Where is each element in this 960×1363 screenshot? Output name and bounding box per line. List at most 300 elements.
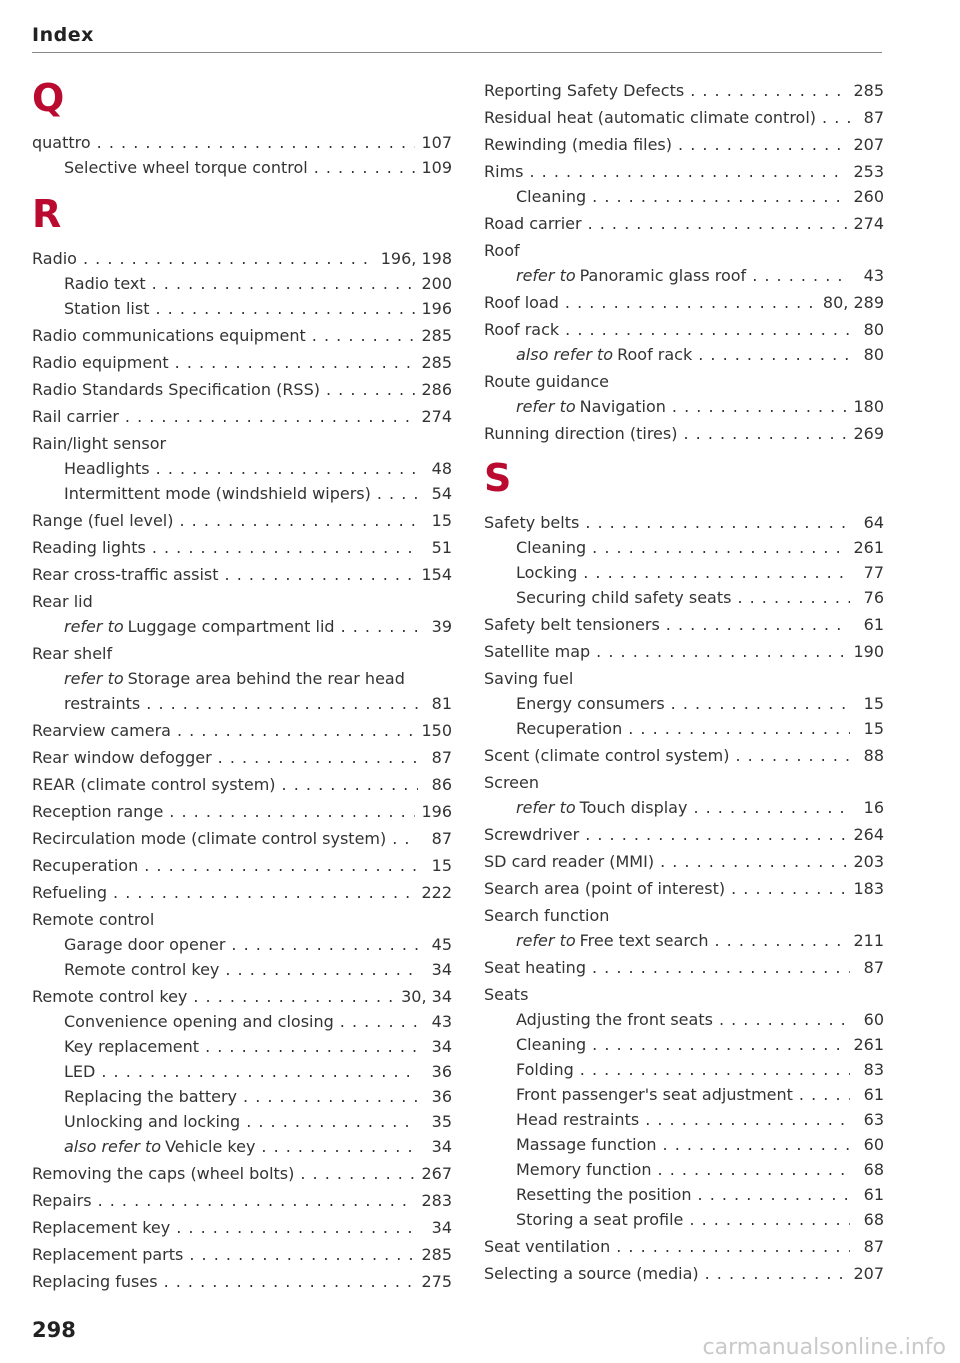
entry-text: Radio equipment	[32, 353, 169, 372]
entry-page: 15	[431, 856, 452, 875]
index-entry	[484, 876, 884, 901]
entry-page: 275	[421, 1272, 452, 1291]
entry-page: 80	[863, 320, 884, 339]
leader-dots	[101, 1059, 418, 1084]
entry-text: Locking	[516, 563, 578, 582]
entry-page: 43	[431, 1012, 452, 1031]
leader-dots	[175, 350, 416, 375]
entry-text: Resetting the position	[516, 1185, 692, 1204]
index-subentry	[32, 957, 452, 982]
entry-text: Rear window defogger	[32, 748, 212, 767]
entry-page: 54	[431, 484, 452, 503]
leader-dots	[752, 263, 850, 288]
index-heading: Roof	[484, 241, 520, 260]
ref-label: also refer to	[516, 345, 614, 364]
entry-text: Adjusting the front seats	[516, 1010, 713, 1029]
entry-text: Radio communications equipment	[32, 326, 306, 345]
leader-dots	[690, 78, 847, 103]
index-entry	[32, 745, 452, 770]
page-title: Index	[32, 24, 94, 46]
entry-page: 267	[421, 1164, 452, 1183]
index-heading: Seats	[484, 985, 529, 1004]
leader-dots	[144, 853, 418, 878]
entry-text: Headlights	[64, 459, 150, 478]
entry-text: Residual heat (automatic climate control)	[484, 108, 817, 127]
leader-dots	[340, 1009, 418, 1034]
entry-page: 283	[421, 1191, 452, 1210]
leader-dots	[164, 1269, 416, 1294]
leader-dots	[592, 184, 847, 209]
entry-text: Remote control key	[32, 987, 188, 1006]
index-subentry-continued	[32, 691, 452, 716]
leader-dots	[737, 585, 850, 610]
leader-dots	[565, 317, 850, 342]
index-entry	[32, 1161, 452, 1186]
entry-text: Station list	[64, 299, 150, 318]
index-heading: Rear shelf	[32, 644, 113, 663]
entry-text: Refueling	[32, 883, 108, 902]
entry-page: 109	[421, 158, 452, 177]
entry-text: Reporting Safety Defects	[484, 81, 685, 100]
leader-dots	[189, 1242, 415, 1267]
index-heading: Search function	[484, 906, 610, 925]
entry-text: Running direction (tires)	[484, 424, 678, 443]
ref-label: refer to	[64, 617, 124, 636]
index-subentry	[32, 456, 452, 481]
entry-text: Convenience opening and closing	[64, 1012, 334, 1031]
leader-dots	[169, 799, 415, 824]
entry-page: 45	[431, 935, 452, 954]
index-subentry-ref	[484, 394, 884, 419]
entry-page: 36	[431, 1087, 452, 1106]
entry-text: Remote control key	[64, 960, 220, 979]
leader-dots	[660, 849, 847, 874]
index-subentry	[484, 1132, 884, 1157]
entry-text: Replacement parts	[32, 1245, 184, 1264]
leader-dots	[113, 880, 415, 905]
index-heading: Saving fuel	[484, 669, 574, 688]
leader-dots	[698, 1182, 850, 1207]
entry-text: Roof rack	[484, 320, 560, 339]
entry-text: Rims	[484, 162, 524, 181]
index-subentry-ref	[484, 263, 884, 288]
leader-dots	[377, 481, 418, 506]
leader-dots	[698, 342, 850, 367]
leader-dots	[152, 271, 416, 296]
leader-dots	[596, 639, 847, 664]
leader-dots	[300, 1161, 415, 1186]
entry-page: 76	[863, 588, 884, 607]
index-entry	[484, 105, 884, 130]
entry-text: Radio text	[64, 274, 146, 293]
index-subentry	[32, 481, 452, 506]
entry-text: Rail carrier	[32, 407, 119, 426]
entry-text: Key replacement	[64, 1037, 200, 1056]
leader-dots	[152, 535, 418, 560]
entry-page: 274	[853, 214, 884, 233]
entry-text: Touch display	[579, 798, 688, 817]
leader-dots	[645, 1107, 850, 1132]
ref-label: also refer to	[64, 1137, 162, 1156]
leader-dots	[663, 1132, 850, 1157]
entry-text: Recirculation mode (climate control system)	[32, 829, 387, 848]
entry-page: 203	[853, 852, 884, 871]
leader-dots	[592, 955, 850, 980]
entry-page: 269	[853, 424, 884, 443]
index-heading: Rain/light sensor	[32, 434, 167, 453]
leader-dots	[565, 290, 817, 315]
leader-dots	[218, 745, 418, 770]
index-subentry	[32, 932, 452, 957]
section-letter-q: Q	[32, 76, 65, 120]
index-entry	[484, 849, 884, 874]
entry-text: Safety belt tensioners	[484, 615, 660, 634]
entry-page: 15	[863, 694, 884, 713]
index-entry	[32, 984, 452, 1009]
index-subentry	[32, 155, 452, 180]
entry-text: Energy consumers	[516, 694, 665, 713]
entry-page: 180	[853, 397, 884, 416]
index-subentry	[484, 1207, 884, 1232]
entry-page: 211	[853, 931, 884, 950]
leader-dots	[205, 1034, 418, 1059]
leader-dots	[314, 155, 416, 180]
leader-dots	[671, 691, 850, 716]
entry-text: Storage area behind the rear head	[127, 669, 405, 688]
entry-page: 274	[421, 407, 452, 426]
index-entry	[484, 317, 884, 342]
entry-page: 150	[421, 721, 452, 740]
entry-page: 34	[431, 1218, 452, 1237]
leader-dots	[341, 614, 418, 639]
index-entry	[32, 880, 452, 905]
entry-text: Cleaning	[516, 1035, 587, 1054]
leader-dots	[392, 826, 418, 851]
entry-page: 35	[431, 1112, 452, 1131]
entry-text: Seat ventilation	[484, 1237, 611, 1256]
leader-dots	[672, 394, 848, 419]
entry-text: Roof load	[484, 293, 559, 312]
index-entry	[484, 421, 884, 446]
index-subentry	[484, 560, 884, 585]
entry-page: 264	[853, 825, 884, 844]
index-entry	[484, 211, 884, 236]
index-heading: Rear lid	[32, 592, 93, 611]
entry-text: Rearview camera	[32, 721, 171, 740]
entry-page: 107	[421, 133, 452, 152]
entry-text: Reception range	[32, 802, 164, 821]
index-subentry	[32, 1109, 452, 1134]
leader-dots	[83, 246, 375, 271]
entry-text: Rear cross-traffic assist	[32, 565, 219, 584]
leader-dots	[97, 130, 416, 155]
entry-text: Vehicle key	[165, 1137, 256, 1156]
ref-label: refer to	[516, 266, 576, 285]
leader-dots	[735, 743, 850, 768]
entry-text: Repairs	[32, 1191, 92, 1210]
index-entry	[484, 290, 884, 315]
index-entry	[32, 772, 452, 797]
entry-page: 253	[853, 162, 884, 181]
entry-text: Unlocking and locking	[64, 1112, 241, 1131]
entry-page: 34	[431, 1037, 452, 1056]
entry-page: 30, 34	[401, 987, 452, 1006]
entry-page: 77	[863, 563, 884, 582]
entry-page: 88	[863, 746, 884, 765]
index-subentry	[484, 1107, 884, 1132]
entry-page: 285	[421, 326, 452, 345]
entry-text: Recuperation	[32, 856, 139, 875]
entry-page: 16	[863, 798, 884, 817]
entry-page: 286	[421, 380, 452, 399]
entry-text: Seat heating	[484, 958, 586, 977]
index-subentry	[484, 1032, 884, 1057]
index-subentry-ref	[484, 342, 884, 367]
entry-text: Road carrier	[484, 214, 582, 233]
entry-text: Front passenger's seat adjustment	[516, 1085, 793, 1104]
leader-dots	[678, 132, 847, 157]
entry-text: Range (fuel level)	[32, 511, 174, 530]
index-entry	[32, 1215, 452, 1240]
index-entry	[32, 1242, 452, 1267]
entry-text: REAR (climate control system)	[32, 775, 276, 794]
index-entry	[32, 1188, 452, 1213]
leader-dots	[583, 560, 850, 585]
index-subentry-ref	[32, 666, 452, 691]
entry-page: 196	[421, 299, 452, 318]
index-entry	[32, 508, 452, 533]
leader-dots	[585, 510, 850, 535]
entry-text: Garage door opener	[64, 935, 226, 954]
leader-dots	[628, 716, 850, 741]
leader-dots	[580, 1057, 850, 1082]
ref-label: refer to	[516, 931, 576, 950]
entry-text: Safety belts	[484, 513, 580, 532]
entry-page: 15	[863, 719, 884, 738]
index-subentry-ref	[32, 614, 452, 639]
index-subentry	[484, 184, 884, 209]
index-entry	[484, 612, 884, 637]
entry-text: Memory function	[516, 1160, 652, 1179]
entry-page: 200	[421, 274, 452, 293]
entry-page: 207	[853, 135, 884, 154]
entry-page: 83	[863, 1060, 884, 1079]
index-entry	[484, 743, 884, 768]
leader-dots	[98, 1188, 416, 1213]
entry-page: 60	[863, 1010, 884, 1029]
index-subentry	[484, 1182, 884, 1207]
leader-dots	[231, 932, 418, 957]
entry-text: Folding	[516, 1060, 574, 1079]
index-entry	[484, 639, 884, 664]
leader-dots	[658, 1157, 850, 1182]
leader-dots	[312, 323, 416, 348]
entry-text: Replacing the battery	[64, 1087, 238, 1106]
entry-page: 285	[853, 81, 884, 100]
entry-page: 61	[863, 615, 884, 634]
entry-page: 68	[863, 1160, 884, 1179]
entry-page: 87	[863, 108, 884, 127]
leader-dots	[822, 105, 850, 130]
section-letter-s: S	[484, 456, 512, 500]
page-header	[32, 24, 882, 53]
entry-page: 51	[431, 538, 452, 557]
index-heading: Remote control	[32, 910, 155, 929]
entry-page: 48	[431, 459, 452, 478]
entry-text: SD card reader (MMI)	[484, 852, 655, 871]
entry-page: 207	[853, 1264, 884, 1283]
index-entry	[32, 404, 452, 429]
index-subentry-ref	[32, 1134, 452, 1159]
leader-dots	[225, 957, 418, 982]
leader-dots	[155, 296, 415, 321]
entry-page: 61	[863, 1185, 884, 1204]
entry-text: Head restraints	[516, 1110, 640, 1129]
section-letter-r: R	[32, 192, 62, 236]
index-subentry	[484, 716, 884, 741]
index-subentry	[32, 1059, 452, 1084]
entry-page: 190	[853, 642, 884, 661]
entry-page: 15	[431, 511, 452, 530]
index-entry	[32, 826, 452, 851]
entry-page: 39	[431, 617, 452, 636]
entry-text: Cleaning	[516, 187, 587, 206]
entry-text: Removing the caps (wheel bolts)	[32, 1164, 295, 1183]
index-subentry	[484, 535, 884, 560]
index-entry	[32, 799, 452, 824]
leader-dots	[326, 377, 415, 402]
entry-text: Radio	[32, 249, 77, 268]
index-subentry	[32, 1009, 452, 1034]
entry-text: Screwdriver	[484, 825, 580, 844]
entry-page: 87	[431, 829, 452, 848]
entry-text: Rewinding (media files)	[484, 135, 673, 154]
entry-page: 34	[431, 960, 452, 979]
entry-text: Reading lights	[32, 538, 146, 557]
entry-page: 80, 289	[822, 293, 884, 312]
leader-dots	[693, 795, 850, 820]
entry-text: Storing a seat profile	[516, 1210, 684, 1229]
leader-dots	[588, 211, 848, 236]
index-entry	[32, 323, 452, 348]
entry-page: 87	[431, 748, 452, 767]
index-entry	[484, 78, 884, 103]
entry-page: 43	[863, 266, 884, 285]
entry-text: Radio Standards Specification (RSS)	[32, 380, 320, 399]
entry-page: 154	[421, 565, 452, 584]
entry-page: 36	[431, 1062, 452, 1081]
leader-dots	[177, 718, 415, 743]
entry-text: Massage function	[516, 1135, 657, 1154]
entry-text: Selecting a source (media)	[484, 1264, 699, 1283]
index-heading: Route guidance	[484, 372, 610, 391]
index-entry	[484, 159, 884, 184]
index-subentry-ref	[484, 795, 884, 820]
leader-dots	[705, 1261, 848, 1286]
entry-page: 285	[421, 353, 452, 372]
leader-dots	[719, 1007, 850, 1032]
leader-dots	[225, 562, 416, 587]
index-entry	[32, 853, 452, 878]
entry-text: Panoramic glass roof	[579, 266, 747, 285]
entry-text: Replacing fuses	[32, 1272, 158, 1291]
entry-page: 196	[421, 802, 452, 821]
entry-page: 60	[863, 1135, 884, 1154]
index-entry	[484, 132, 884, 157]
index-subentry	[32, 296, 452, 321]
index-subentry	[484, 1082, 884, 1107]
entry-text: Search area (point of interest)	[484, 879, 726, 898]
entry-text: restraints	[64, 694, 141, 713]
index-entry	[32, 1269, 452, 1294]
entry-page: 86	[431, 775, 452, 794]
entry-text: Satellite map	[484, 642, 591, 661]
leader-dots	[731, 876, 847, 901]
index-subentry	[32, 271, 452, 296]
entry-text: Navigation	[579, 397, 666, 416]
entry-page: 183	[853, 879, 884, 898]
index-subentry	[484, 585, 884, 610]
entry-page: 68	[863, 1210, 884, 1229]
index-column-right	[484, 76, 884, 1286]
entry-page: 87	[863, 958, 884, 977]
entry-page: 261	[853, 538, 884, 557]
index-subentry	[32, 1084, 452, 1109]
entry-page: 260	[853, 187, 884, 206]
leader-dots	[616, 1234, 850, 1259]
index-entry	[32, 718, 452, 743]
entry-text: Luggage compartment lid	[127, 617, 335, 636]
index-heading: Screen	[484, 773, 540, 792]
leader-dots	[585, 822, 847, 847]
entry-page: 196, 198	[380, 249, 452, 268]
leader-dots	[666, 612, 850, 637]
entry-text: quattro	[32, 133, 91, 152]
index-entry	[32, 246, 452, 271]
entry-page: 34	[431, 1137, 452, 1156]
leader-dots	[243, 1084, 418, 1109]
index-column-left	[32, 74, 452, 1294]
entry-page: 61	[863, 1085, 884, 1104]
index-subentry	[484, 1157, 884, 1182]
entry-text: Recuperation	[516, 719, 623, 738]
index-entry	[484, 955, 884, 980]
watermark: carmanualsonline.info	[702, 1335, 946, 1360]
index-entry	[32, 535, 452, 560]
entry-page: 64	[863, 513, 884, 532]
page-number: 298	[32, 1318, 76, 1342]
index-subentry	[32, 1034, 452, 1059]
index-entry	[32, 377, 452, 402]
entry-text: Scent (climate control system)	[484, 746, 730, 765]
leader-dots	[193, 984, 395, 1009]
entry-text: Roof rack	[617, 345, 693, 364]
entry-page: 63	[863, 1110, 884, 1129]
leader-dots	[529, 159, 847, 184]
entry-text: LED	[64, 1062, 96, 1081]
entry-page: 222	[421, 883, 452, 902]
index-subentry	[484, 691, 884, 716]
index-entry	[484, 1261, 884, 1286]
index-entry	[484, 1234, 884, 1259]
leader-dots	[683, 421, 847, 446]
ref-label: refer to	[64, 669, 124, 688]
index-subentry	[484, 1057, 884, 1082]
leader-dots	[125, 404, 416, 429]
index-entry	[484, 822, 884, 847]
leader-dots	[261, 1134, 418, 1159]
leader-dots	[179, 508, 418, 533]
